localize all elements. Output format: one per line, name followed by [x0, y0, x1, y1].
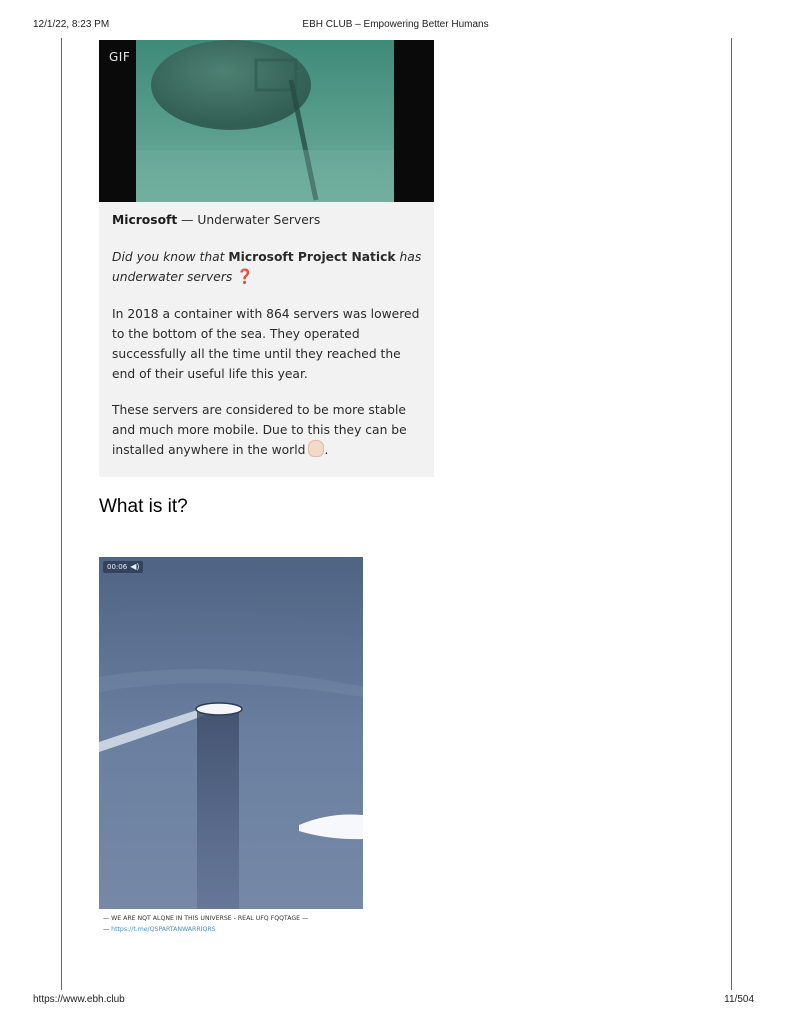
telegram-link[interactable]: https://t.me/QSPARTANWARRIQRS	[111, 926, 216, 933]
post-title-rest: — Underwater Servers	[177, 213, 321, 227]
underwater-scene-image	[136, 40, 394, 202]
video-timestamp: 00:06 ◀)	[103, 561, 143, 573]
post-question-part-2: has underwater servers	[112, 250, 422, 284]
red-question-icon: ❓	[236, 269, 254, 285]
print-datetime: 12/1/22, 8:23 PM	[33, 19, 110, 30]
post-paragraph-2	[112, 400, 427, 460]
section-heading: What is it?	[99, 496, 188, 517]
post-paragraph-2-text: These servers are considered to be more stable and much more mobile. Due to this they can be installed anywhere in the world	[112, 403, 407, 457]
underwater-gif[interactable]	[99, 40, 434, 202]
video-caption-link-line: — https://t.me/QSPARTANWARRIQRS	[103, 926, 216, 933]
page-border-left	[61, 38, 62, 990]
post-paragraph-2-end: .	[324, 443, 329, 457]
water-surface-image	[99, 557, 363, 909]
video-caption: — WE ARE NQT ALQNE IN THIS UNIVERSE - REAL UFQ FQQTAGE —	[103, 915, 309, 922]
post-question-part-1: Did you know that	[112, 250, 229, 264]
post-title	[112, 210, 427, 230]
print-page-title: EBH CLUB – Empowering Better Humans	[302, 19, 489, 30]
page-border-right	[731, 38, 732, 990]
gif-badge: GIF	[109, 50, 131, 64]
print-page-number: 11/504	[724, 994, 754, 1005]
speaker-icon[interactable]: ◀)	[130, 562, 140, 571]
post-question-bold: Microsoft Project Natick	[228, 250, 396, 264]
post-paragraph-1: In 2018 a container with 864 servers was lowered to the bottom of the sea. They operated successfully all the time until they reached the end of their useful life this year.	[112, 307, 420, 381]
post-question	[112, 247, 427, 287]
post-title-brand: Microsoft	[112, 213, 178, 227]
ufo-video[interactable]	[99, 557, 363, 909]
print-url: https://www.ebh.club	[33, 994, 125, 1005]
quoted-post-card	[99, 40, 434, 477]
ok-hand-icon	[308, 440, 324, 457]
